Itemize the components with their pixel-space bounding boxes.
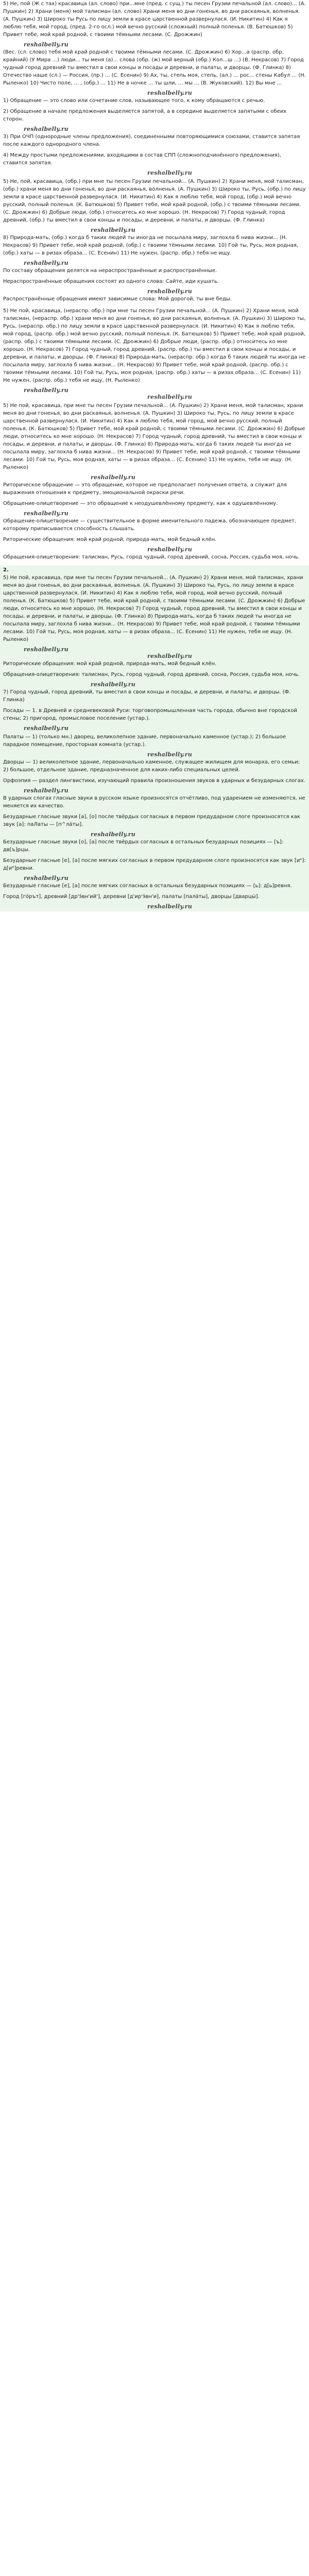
- watermark-logo: reshalbelly.ru: [24, 387, 68, 394]
- paragraph: В ударных слогах гласные звуки в русском языке произносятся отчётливо, под ударением не изменяются, не меняется их качество.: [3, 795, 305, 809]
- watermark-logo: reshalbelly.ru: [147, 90, 192, 96]
- watermark-logo: reshalbelly.ru: [91, 831, 135, 838]
- paragraph: Риторические обращения: мой край родной, природа-мать, мой бедный клён.: [3, 661, 217, 667]
- watermark-logo: reshalbelly.ru: [24, 725, 68, 732]
- paragraph: Палаты — 1) (только мн.) дворец, великолепное здание, первоначально каменное (устар.); 2) большое парадное помещение, просторная комната (устар.).: [3, 734, 286, 748]
- section-2: [0, 178, 309, 307]
- paragraph: Риторическое обращение — это обращение, которое не предполагает получения ответа, а служит для выражения отношения к предмету, эмоциональной окраски речи.: [3, 482, 287, 496]
- section-number: 2.: [3, 567, 9, 573]
- section-5: [0, 565, 309, 733]
- watermark-logo: reshalbelly.ru: [147, 653, 192, 659]
- paragraph: Посады — 1. в Древней и средневековой Руси: торговопромышленная часть города, обычно вне городской стены; 2) пригород, промысловое поселение (устар.).: [3, 708, 297, 721]
- paragraph: Обращение-олицетворение — это обращение к неодушевлённому предмету, как к одушевлённому.: [3, 501, 278, 506]
- watermark-logo: reshalbelly.ru: [24, 126, 68, 132]
- watermark-logo: reshalbelly.ru: [147, 288, 192, 295]
- paragraph: 5) Не пой, красавица, при мне ты песен Грузии печальной... (А. Пушкин) 2) Храни меня, мой талисман, храни меня во дни гоненья, во дни раскаянья, волненья. (А. Пушкин) 3) Широко ты, Русь, по лицу земли в красе царственной развернулася. (И. Никитин) 4) Как я люблю тебя, мой город, мой вечно русский, полный поленья. (К. Батюшков) 5) Привет тебе, мой край родной, с твоими тёмными лесами. (С. Дрожжин) 6) Добрые люди, относитесь ко мне хорошо. (Н. Некрасов) 7) Город чудный, город древний, ты вместил в свои концы и посады, и деревни, и палаты, и дворцы. (Ф. Глинка) 8) Природа-мать, когда б таких людей ты иногда не посылала миру, заглохла б нива жизни... (Н. Некрасов) 9) Привет тебе, мой край родной, с твоими тёмными лесами. 10) Гой ты, Русь, моя родная, хаты — в ризах образа... (С. Есенин) 11) Не нужен, тебя не ищу. (Н. Рыленко): [3, 403, 305, 470]
- watermark-logo: reshalbelly.ru: [147, 170, 192, 176]
- paragraph: Риторические обращения: мой край родной, природа-мать, мой бедный клён.: [3, 537, 217, 543]
- watermark-logo: reshalbelly.ru: [24, 875, 68, 882]
- watermark-logo: reshalbelly.ru: [147, 903, 192, 910]
- paragraph: 5) Не пой, красавица, (нераспр. обр.) при мне ты песен Грузии печальной... (А. Пушкин) 2) Храни меня, мой талисман, (нераспр. обр.) храни меня во дни гоненья, во дни раскаянья, волненья. (А. Пушкин) 3) Широко ты, Русь, (нераспр. обр.) по лицу земли в красе царственной развернулася. (И. Никитин) 4) Как я люблю тебя, мой город, (распр. обр.) мой вечно русский, полный поленья. (К. Батюшков) 5) Привет тебе, мой край родной, (распр. обр.) с твоими тёмными лесами. (С. Дрожжин) 6) Добрые люди, (распр. обр.) относитесь ко мне хорошо. (Н. Некрасов) 7) Город чудный, город древний, (распр. обр.) ты вместил в свои концы и посады, и деревни, и палаты, и дворцы. (Ф. Глинка) 8) Природа-мать, (нераспр. обр.) когда б таких людей ты иногда не посылала миру, заглохла б нива жизни... (Н. Некрасов) 9) Привет тебе, мой край родной, (распр. обр.) с твоими тёмными лесами. 10) Гой ты, Русь, моя родная, (распр. обр.) хаты — в ризах образа... (С. Есенин) 11) Не нужен, (распр. обр.) тебя не ищу, (Н. Рыленко): [3, 308, 306, 383]
- paragraph: Безударные гласные [е], [а] после мягких согласных в остальных безударных позициях — [ь]: д[ь]ревня.: [3, 883, 292, 889]
- paragraph: Обращение-олицетворение — существительное в форме именительного падежа, обозначающее предмет, которому приписывается способность слышать.: [3, 518, 296, 532]
- paragraph: 5) Не пой, красавица, при мне ты песен Грузии печальной... (А. Пушкин) 2) Храни меня, мой талисман, храни меня во дни гоненья, во дни раскаянья, волненья. (А. Пушкин) 3) Широко ты, Русь, по лицу земли в красе царственной развернулася. (И. Никитин) 4) Как я люблю тебя, мой город, мой вечно русский, полный поленья. (К. Батюшков) 5) Привет тебе, мой край родной, с твоими тёмными лесами. (С. Дрожжин) 6) Добрые люди, относитесь ко мне хорошо. (Н. Некрасов) 7) Город чудный, город древний, ты вместил в свои концы и посады, и деревни, и палаты, и дворцы. (Ф. Глинка) 8) Природа-мать, когда б таких людей ты иногда не посылала миру, заглохла б нива жизни... (Н. Некрасов) 9) Привет тебе, мой край родной, с твоими тёмными лесами. 10) Гой ты, Русь, моя родная, хаты — в ризах образа... (С. Есенин) 11) Не нужен, тебя не ищу. (Н. Рыленко): [3, 575, 305, 642]
- paragraph: Город [го́рът], древний [др'э́вн'ий'], деревни [д'ир'э́вн'и], палаты [пала́ты], дворцы [дварцы́].: [3, 894, 260, 900]
- paragraph: Безударные гласные [е], [а] после мягких согласных в первом предударном слоге произносятся как звук [иᵉ]: д[иᵉ]ревни.: [3, 858, 306, 871]
- watermark-logo: reshalbelly.ru: [147, 751, 192, 758]
- paragraph: 2) Обращение в начале предложения выделяется запятой, а в середине выделяется запятыми с обеих сторон.: [3, 109, 287, 122]
- section-4: [0, 402, 309, 565]
- section-1: [0, 0, 309, 178]
- watermark-logo: reshalbelly.ru: [91, 474, 135, 481]
- paragraph: 8) Природа-мать, (обр.) когда б таких людей ты иногда не посылала миру, заглохла б нива жизни... (Н. Некрасов) 9) Привет тебе, мой край родной, (обр.) с твоими тёмными лесами. 10) Гой ты, Русь, моя родная, (обр.) хаты — в ризах образа... (С. Есенин) 11) Не нужен, (распр. обр.) тебя не ищу.: [3, 235, 299, 256]
- paragraph: 5) Не, пой (Ж с тах) красавица (ал. слово) при...мне (пред. с сущ.) ты песен Грузии печальной (ал. слово)... (А. Пушкин) 2) Храни (меня) мой талисман (ал. слово) Храни меня во дни гоненья, во дни раскаянья, волненья. (А. Пушкин) 3) Широко ты Русь по лицу земли в красе царственной развернулася. (И. Никитин) 4) Как я люблю тебя, мой город, (пред. 2-го осл.) мой вечно русский (сложный) полный поленья. (В. Батюшков) 5) Привет тебе, мой край родной, с твоими тёмными лесами. (С. Дрожжин): [3, 1, 306, 38]
- paragraph: Нераспространённые обращения состоят из одного слова: Сайте, иди кушать.: [3, 279, 219, 284]
- paragraph: По составу обращения делятся на нераспространённые и распространённые.: [3, 268, 217, 274]
- watermark-logo: reshalbelly.ru: [24, 260, 68, 266]
- section-3: [0, 307, 309, 402]
- paragraph: 5) Не, пой, красавица, (обр.) при мне ты песен Грузии печальной... (А. Пушкин) 2) Храни меня, мой талисман, (обр.) храни меня во дни гоненья, во дни раскаянья, волненья. (А. Пушкин) 3) Широко ты, Русь, (обр.) по лицу земли в красе царственной развернулася. (И. Никитин) 4) Как я люблю тебя, мой город, (обр.) мой вечно русский, полный поленья. (К. Батюшков) 5) Привет тебе, мой край родной, (обр.) с твоими тёмными лесами. (С. Дрожжин) 6) Добрые люди, (обр.) относитесь ко мне хорошо. (Н. Некрасов) 7) Город чудный, город древний, (обр.) ты вместил в свои концы и посады, и деревни, и палаты, и дворцы. (Ф. Глинка): [3, 179, 306, 223]
- paragraph: Дворцы — 1) великолепное здание, первоначально каменное, служащее жилищем для монарха, его семьи; 2) большое, отдельное здание, предназначенное для каких-либо специальных целей.: [3, 759, 300, 773]
- paragraph: Распространённые обращения имеют зависимые слова: Мой дорогой, ты вне беды.: [3, 296, 232, 302]
- paragraph: 4) Между простыми предложениями, входящими в состав СПП (сложноподчинённого предложения), ставится запятая.: [3, 152, 281, 166]
- paragraph: (Вес. (сл. слово) тебя мой край родной с твоими тёмными лесами. (С. Дрожжин) 6) Хор...а (распр. обр. крайний) (У Мира ...) люди... ты меня (а)... слова (обр. (ж) мой верный (обр.) Кол...ш ...) (В. Некрасов) 7) Город чудный город древний ты вместил в свои концы и посады и деревни, и палаты, и дворцы. (Ф. Глинка) 8) Отечество наше (сл.) — Россия, (пр.) ... (С. Есенин) 9) Ах, ты, степь моя, степь, (ал.) ... рос... стены Кабул ... (Н. Рыленко) 10) Чисто поле, ... , (обр.) ... 11) Не в ночке ... ты шли, ... мы ... (В. Жуковский). 12) Вы мне ...: [3, 49, 306, 86]
- watermark-logo: reshalbelly.ru: [24, 787, 68, 794]
- paragraph: 7) Город чудный, город древний, ты вместил в свои концы и посады, и деревни, и палаты, и дворцы. (Ф. Глинка): [3, 689, 291, 703]
- document-page: [0, 0, 309, 911]
- watermark-logo: reshalbelly.ru: [24, 646, 68, 653]
- paragraph: 1) Обращение — это слово или сочетание слов, называющее того, к кому обращаются с речью.: [3, 98, 265, 104]
- paragraph: 3) При ОЧП (однородные члены предложения), соединенными повторяющимися союзами, ставится запятая после каждого однородного члена.: [3, 134, 300, 147]
- paragraph: Орфоэпия — раздел лингвистики, изучающий правила произношения звуков в ударных и безударных слогах.: [3, 778, 305, 784]
- paragraph: Обращения-олицетворения: талисман, Русь, город чудный, город древний, сосна, Россия, судьба моя, ночь.: [3, 554, 300, 560]
- section-6: [0, 733, 309, 911]
- paragraph: Безударные гласные звуки [а], [о] после твёрдых согласных в первом предударном слоге произносятся как звук [а]: паЛаты — [п^ла́ты].: [3, 814, 300, 827]
- watermark-logo: reshalbelly.ru: [24, 510, 68, 517]
- watermark-logo: reshalbelly.ru: [147, 546, 192, 553]
- watermark-logo: reshalbelly.ru: [147, 394, 192, 400]
- paragraph: Безударные гласные звуки [о], [а] после твёрдых согласных в остальных безударных позициях — [ъ]: дв[ъ]рцы.: [3, 839, 284, 853]
- paragraph: Обращения-олицетворения: талисман, Русь, город чудный, город древний, сосна, Россия, судьба моя, ночь.: [3, 672, 300, 677]
- watermark-logo: reshalbelly.ru: [91, 227, 135, 233]
- watermark-logo: reshalbelly.ru: [91, 681, 135, 688]
- watermark-logo: reshalbelly.ru: [24, 41, 68, 48]
